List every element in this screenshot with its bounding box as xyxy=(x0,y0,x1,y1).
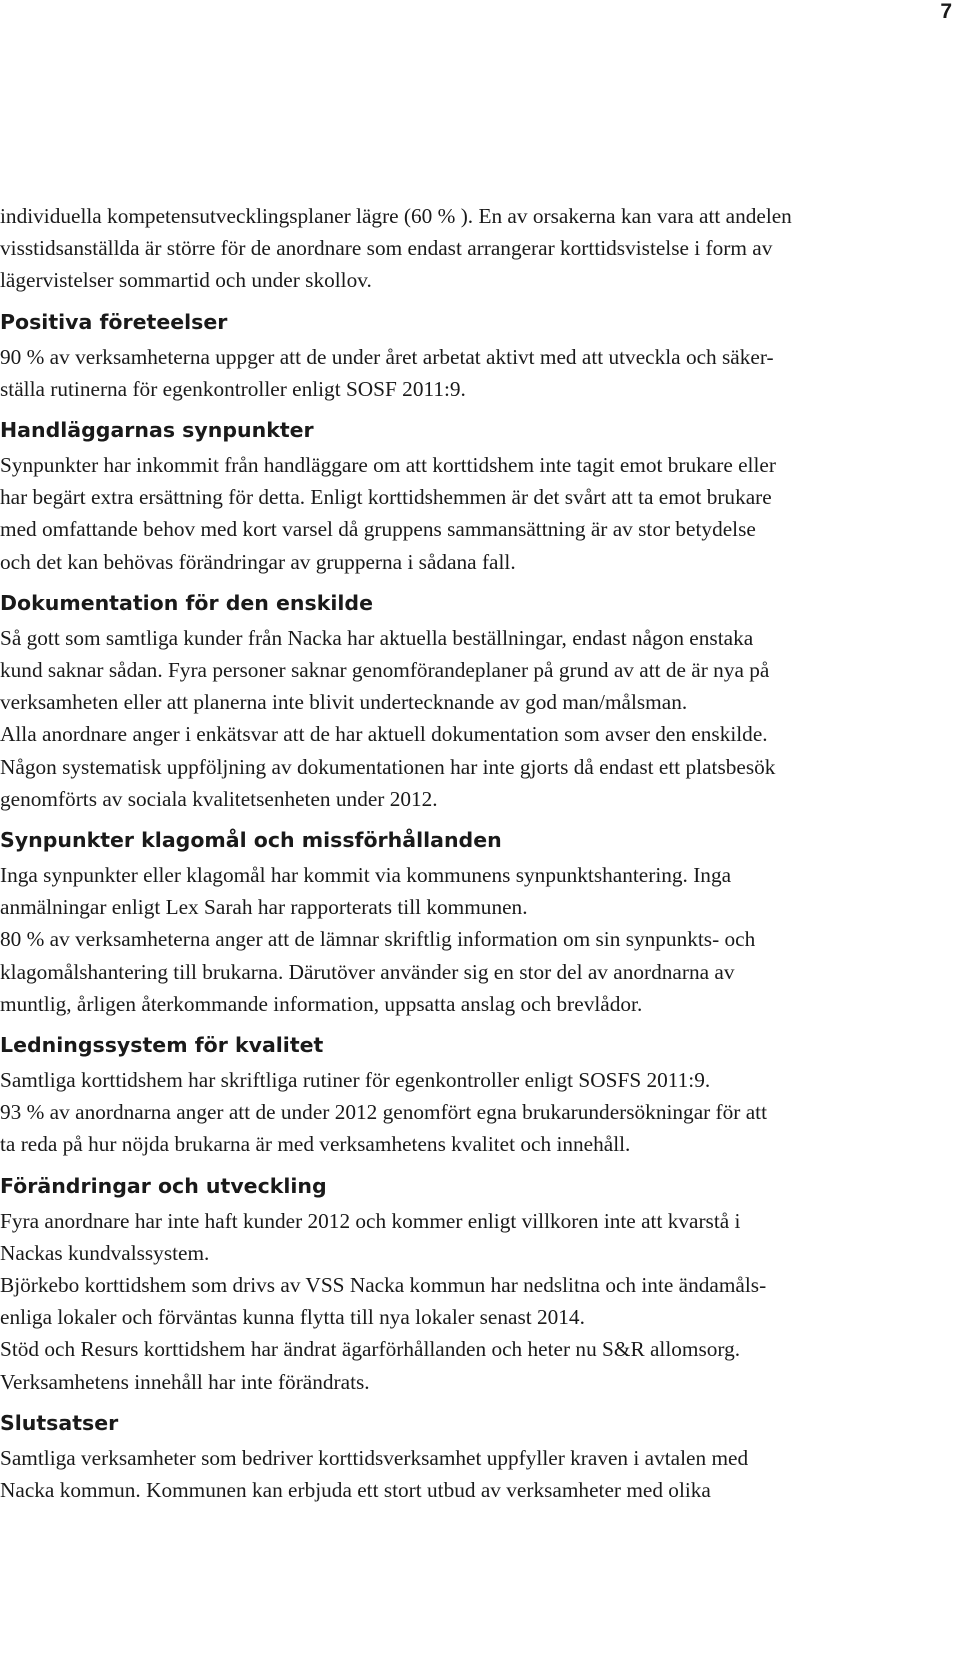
section-dokumentation xyxy=(0,590,950,815)
section-paragraph: Någon systematisk uppföljning av dokumentationen har inte gjorts då endast ett platsbesök genomförts av sociala kvalitetsenheten under 2012. xyxy=(0,754,776,811)
section-paragraph: 90 % av verksamheterna uppger att de under året arbetat aktivt med att utveckla och säker- ställa rutinerna för egenkontroller enligt SOSF 2011:9. xyxy=(0,344,774,401)
section-synpunkter-klagomal xyxy=(0,827,950,1020)
section-paragraph: Samtliga verksamheter som bedriver korttidsverksamhet uppfyller kraven i avtalen med Nacka kommun. Kommunen kan erbjuda ett stort utbud av verksamheter med olika xyxy=(0,1445,749,1503)
section-paragraph: Björkebo korttidshem som drivs av VSS Nacka kommun har nedslitna och inte ändamåls- enliga lokaler och förväntas kunna flytta till nya lokaler senast 2014. xyxy=(0,1273,767,1330)
section-ledningssystem xyxy=(0,1032,950,1161)
section-forandringar xyxy=(0,1173,950,1398)
section-paragraph: Synpunkter har inkommit från handläggare om att korttidshem inte tagit emot brukare eller har begärt extra ersättning för detta. Enligt korttidshemmen är det svårt att ta emot brukare med omfattande behov med kort varsel då gruppens sammansättning är av stor betydelse och det kan behövas förändringar av grupperna i sådana fall. xyxy=(0,453,776,574)
section-paragraph: Fyra anordnare har inte haft kunder 2012 och kommer enligt villkoren inte att kvarstå i Nackas kundvalssystem. xyxy=(0,1208,741,1265)
section-paragraph: Samtliga korttidshem har skriftliga rutiner för egenkontroller enligt SOSFS 2011:9. xyxy=(0,1068,711,1093)
section-heading: Handläggarnas synpunkter xyxy=(0,418,314,443)
section-paragraph: 80 % av verksamheterna anger att de lämnar skriftlig information om sin synpunkts- och klagomålshantering till brukarna. Därutöver använder sig en stor del av anordnarna av muntlig, årligen återkommande information, uppsatta anslag och brevlådor. xyxy=(0,927,756,1016)
section-paragraph: Alla anordnare anger i enkätsvar att de har aktuell dokumentation som avser den enskilde. xyxy=(0,722,768,747)
section-paragraph: Så gott som samtliga kunder från Nacka har aktuella beställningar, endast någon enstaka kund saknar sådan. Fyra personer saknar genomförandeplaner på grund av att de är nya på verksamheten eller att planerna inte blivit undertecknande av god man/målsman. xyxy=(0,625,770,715)
section-paragraph: Stöd och Resurs korttidshem har ändrat ägarförhållanden och heter nu S&R allomsorg. Verksamhetens innehåll har inte förändrats. xyxy=(0,1337,741,1394)
section-heading: Förändringar och utveckling xyxy=(0,1173,327,1198)
section-heading: Ledningssystem för kvalitet xyxy=(0,1033,324,1058)
section-heading: Synpunkter klagomål och missförhållanden xyxy=(0,828,502,853)
section-heading: Slutsatser xyxy=(0,1410,119,1435)
intro-paragraph: individuella kompetensutvecklingsplaner lägre (60 % ). En av orsakerna kan vara att andelen visstidsanställda är större för de anordnare som endast arrangerar korttidsvistelse i form av lägervistelser sommartid och under skollov. xyxy=(0,204,792,293)
document-body xyxy=(0,200,950,1506)
section-heading: Dokumentation för den enskilde xyxy=(0,590,373,615)
section-paragraph: 93 % av anordnarna anger att de under 2012 genomfört egna brukarundersökningar för att ta reda på hur nöjda brukarna är med verksamhetens kvalitet och innehåll. xyxy=(0,1100,767,1157)
page-number: 7 xyxy=(940,0,952,23)
section-heading: Positiva företeelser xyxy=(0,309,228,334)
section-handlaggarnas-synpunkter xyxy=(0,417,950,578)
section-paragraph: Inga synpunkter eller klagomål har kommit via kommunens synpunktshantering. Inga anmälningar enligt Lex Sarah har rapporterats till kommunen. xyxy=(0,863,732,920)
section-slutsatser xyxy=(0,1410,950,1506)
section-positiva-foreteelser xyxy=(0,309,950,405)
